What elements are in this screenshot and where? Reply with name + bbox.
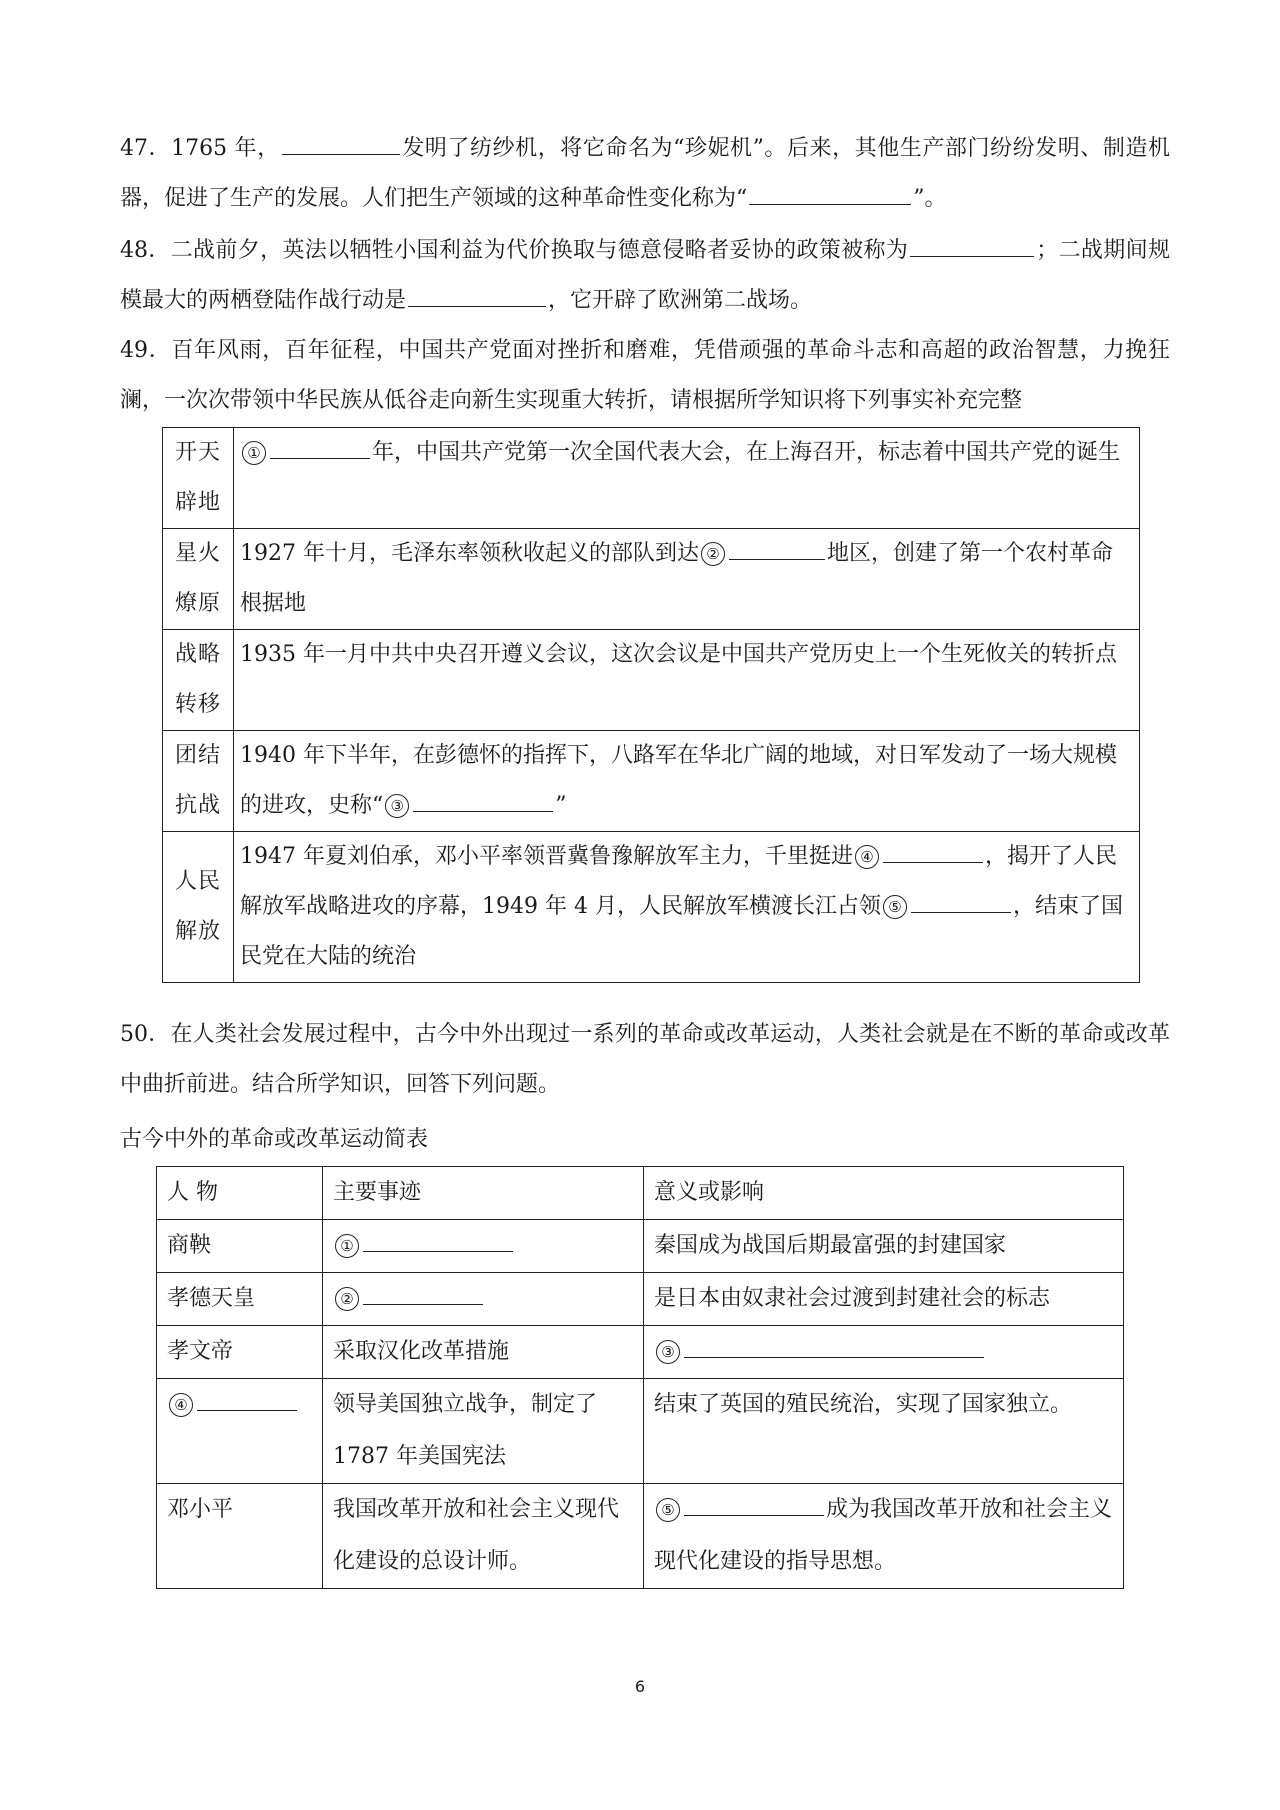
row-content: 1935 年一月中共中央召开遵义会议，这次会议是中国共产党历史上一个生死攸关的转折点 xyxy=(234,630,1140,731)
answer-blank[interactable] xyxy=(282,130,400,155)
table-row xyxy=(163,832,1140,983)
row-heading: 团结 抗战 xyxy=(163,731,234,832)
row-heading: 星火 燎原 xyxy=(163,529,234,630)
row-heading: 战略 转移 xyxy=(163,630,234,731)
answer-blank[interactable] xyxy=(684,1491,824,1516)
table-cell xyxy=(157,1379,323,1484)
table-caption: 古今中外的革命或改革运动简表 xyxy=(120,1127,429,1152)
table-row xyxy=(157,1220,1124,1273)
answer-blank[interactable] xyxy=(883,838,983,863)
q48-text: ；二战期间规模最大的两栖登陆作战行动是 xyxy=(120,238,1170,313)
table-cell: 商鞅 xyxy=(157,1220,323,1273)
events-table xyxy=(162,427,1140,983)
circled-number-icon: ⑤ xyxy=(656,1498,680,1522)
answer-blank[interactable] xyxy=(729,535,825,560)
answer-blank[interactable] xyxy=(413,787,553,812)
column-header: 主要事迹 xyxy=(323,1167,644,1220)
q47-end: ”。 xyxy=(913,186,947,211)
table-cell: 秦国成为战国后期最富强的封建国家 xyxy=(644,1220,1124,1273)
answer-blank[interactable] xyxy=(197,1386,297,1411)
table-cell xyxy=(644,1326,1124,1379)
table-cell: ⑤ 成为我国改革开放和社会主义现代化建设的指导思想。 xyxy=(644,1484,1124,1589)
q47-text: 发明了纺纱机，将它命名为“珍妮机”。后来，其他生产部门纷纷发明、制造机器，促进了生产的发展。人们把生产领域的这种革命性变化称为“ xyxy=(120,136,1170,211)
circled-number-icon: ⑤ xyxy=(883,895,907,919)
answer-blank[interactable] xyxy=(408,282,546,307)
table-header-row xyxy=(157,1167,1124,1220)
answer-blank[interactable] xyxy=(684,1333,984,1358)
table-row xyxy=(157,1379,1124,1484)
table-row xyxy=(163,731,1140,832)
table-cell: 结束了英国的殖民统治，实现了国家独立。 xyxy=(644,1379,1124,1484)
circled-number-icon: ① xyxy=(242,441,266,465)
circled-number-icon: ① xyxy=(335,1234,359,1258)
table-row xyxy=(163,630,1140,731)
table-cell: 邓小平 xyxy=(157,1484,323,1589)
column-header: 人 物 xyxy=(157,1167,323,1220)
table-row xyxy=(163,428,1140,529)
row-content: ① 年，中国共产党第一次全国代表大会，在上海召开，标志着中国共产党的诞生 xyxy=(234,428,1140,529)
column-header: 意义或影响 xyxy=(644,1167,1124,1220)
question-48 xyxy=(120,226,1170,326)
answer-blank[interactable] xyxy=(363,1280,483,1305)
table-cell xyxy=(323,1220,644,1273)
answer-blank[interactable] xyxy=(270,434,370,459)
table-row xyxy=(157,1273,1124,1326)
table-cell: 我国改革开放和社会主义现代化建设的总设计师。 xyxy=(323,1484,644,1589)
table-cell xyxy=(323,1273,644,1326)
answer-blank[interactable] xyxy=(363,1227,513,1252)
question-47 xyxy=(120,124,1170,224)
answer-blank[interactable] xyxy=(749,180,911,205)
table-row xyxy=(157,1484,1124,1589)
question-50 xyxy=(120,1010,1170,1110)
circled-number-icon: ③ xyxy=(656,1340,680,1364)
answer-blank[interactable] xyxy=(911,888,1011,913)
row-heading: 人民 解放 xyxy=(163,832,234,983)
table-cell: 孝文帝 xyxy=(157,1326,323,1379)
page-number: 6 xyxy=(634,1677,646,1696)
answer-blank[interactable] xyxy=(910,232,1034,257)
row-content: 1940 年下半年，在彭德怀的指挥下，八路军在华北广阔的地域，对日军发动了一场大规模的进攻，史称“ ③ ” xyxy=(234,731,1140,832)
q50-text: 50．在人类社会发展过程中，古今中外出现过一系列的革命或改革运动，人类社会就是在不断的革命或改革中曲折前进。结合所学知识，回答下列问题。 xyxy=(120,1022,1170,1097)
row-content: 1927 年十月，毛泽东率领秋收起义的部队到达 ② 地区，创建了第一个农村革命根据地 xyxy=(234,529,1140,630)
table-cell: 孝德天皇 xyxy=(157,1273,323,1326)
q47-start: 47．1765 年， xyxy=(120,136,280,161)
circled-number-icon: ② xyxy=(335,1287,359,1311)
table-row xyxy=(157,1326,1124,1379)
question-49 xyxy=(120,326,1170,426)
q48-end: ，它开辟了欧洲第二战场。 xyxy=(548,288,813,313)
table-row xyxy=(163,529,1140,630)
table-cell: 是日本由奴隶社会过渡到封建社会的标志 xyxy=(644,1273,1124,1326)
circled-number-icon: ③ xyxy=(385,794,409,818)
row-heading: 开天 辟地 xyxy=(163,428,234,529)
circled-number-icon: ② xyxy=(701,542,725,566)
circled-number-icon: ④ xyxy=(855,845,879,869)
q49-text: 49．百年风雨，百年征程，中国共产党面对挫折和磨难，凭借顽强的革命斗志和高超的政治智慧，力挽狂澜，一次次带领中华民族从低谷走向新生实现重大转折，请根据所学知识将下列事实补充完整 xyxy=(120,338,1170,413)
table-cell: 采取汉化改革措施 xyxy=(323,1326,644,1379)
reform-table xyxy=(156,1166,1124,1589)
circled-number-icon: ④ xyxy=(169,1393,193,1417)
table-cell: 领导美国独立战争，制定了1787 年美国宪法 xyxy=(323,1379,644,1484)
row-content: 1947 年夏刘伯承，邓小平率领晋冀鲁豫解放军主力，千里挺进 ④ ，揭开了人民解放军战略进攻的序幕，1949 年 4 月，人民解放军横渡长江占领 ⑤ ，结束了国民党在大陆的统治 xyxy=(234,832,1140,983)
q48-start: 48．二战前夕，英法以牺牲小国利益为代价换取与德意侵略者妥协的政策被称为 xyxy=(120,238,909,263)
